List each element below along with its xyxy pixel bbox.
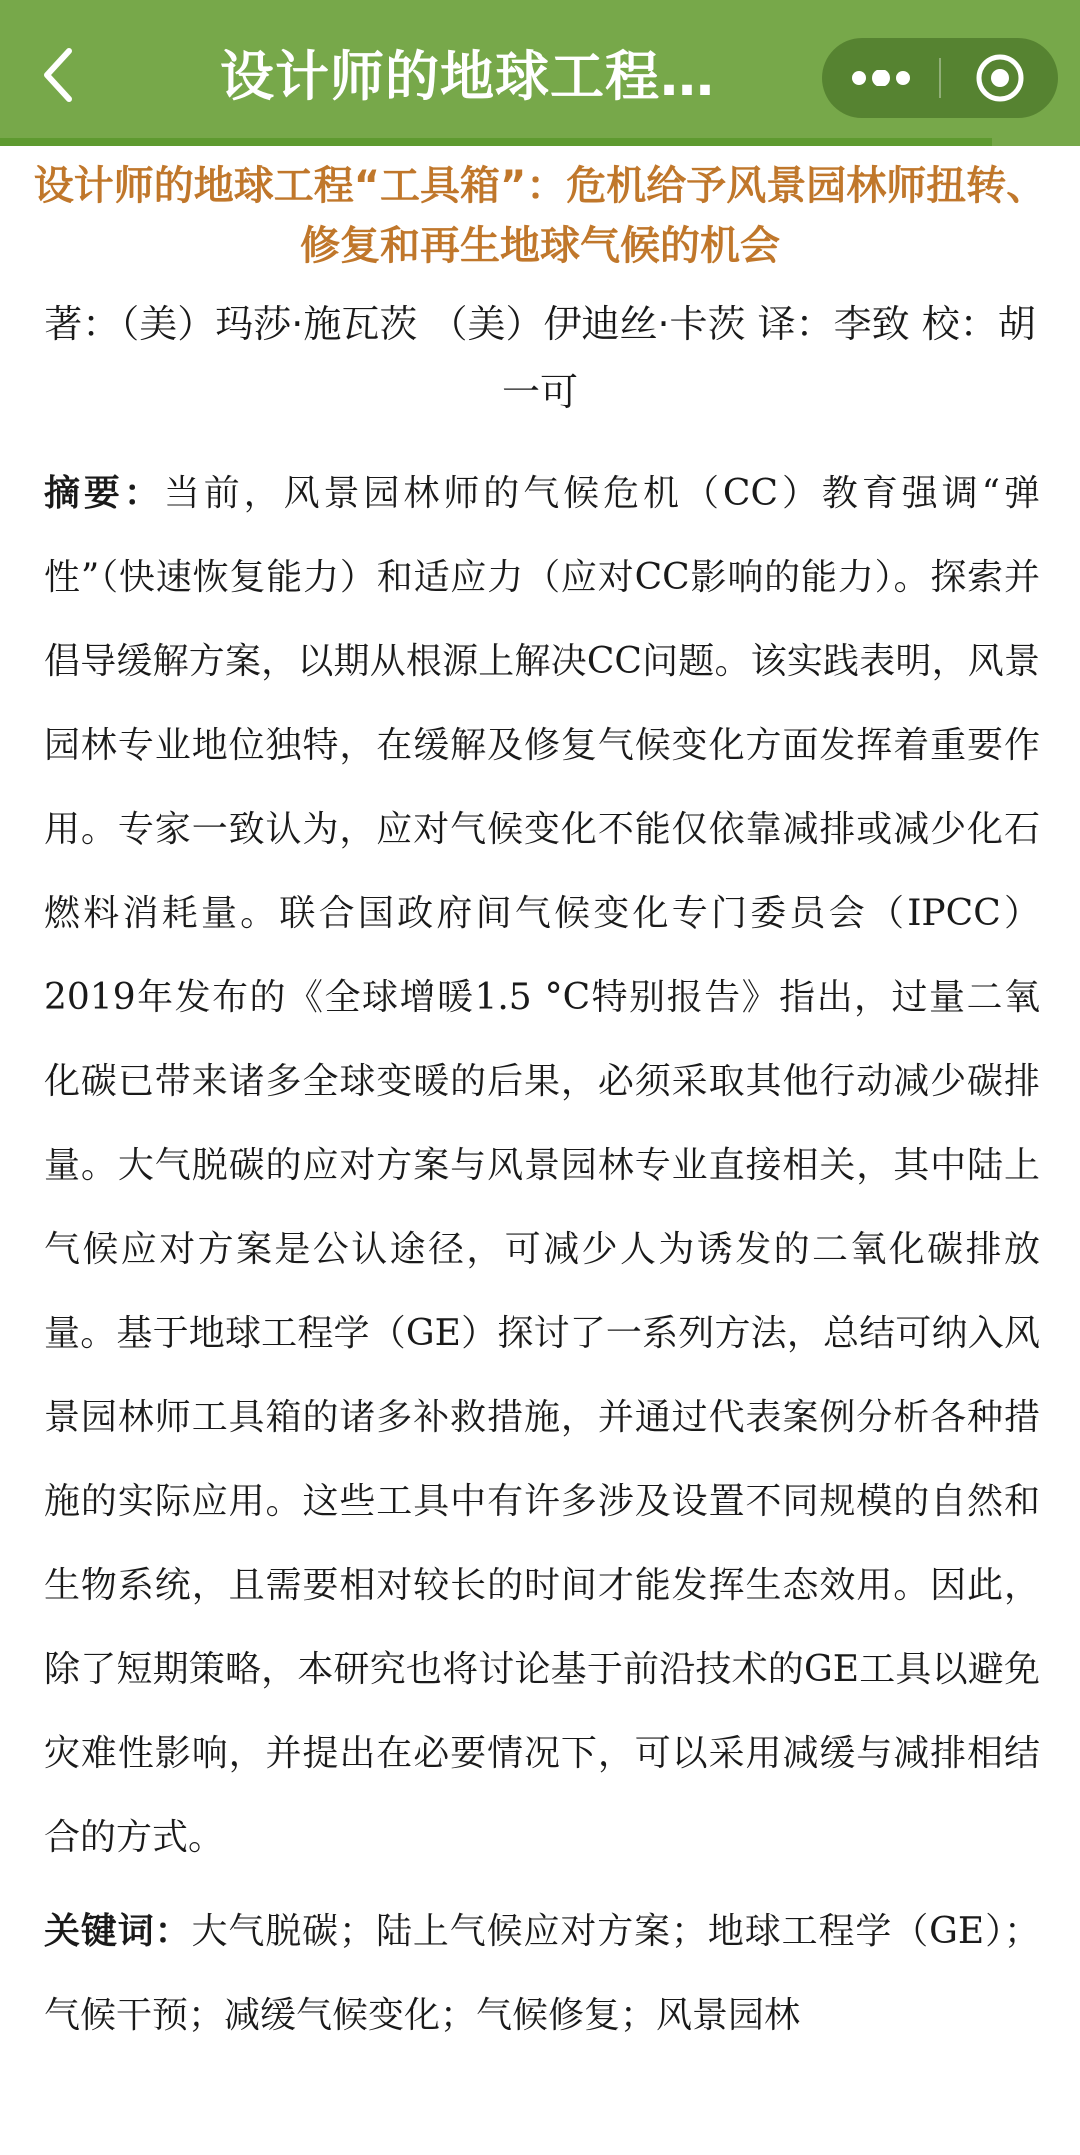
menu-capsule [822, 38, 1058, 118]
article-authors: 著：（美）玛莎·施瓦茨 （美）伊迪丝·卡茨 译：李致 校：胡一可 [44, 302, 1036, 414]
keywords-paragraph [0, 1890, 1080, 2058]
top-navigation-bar [0, 0, 1080, 146]
load-progress-bar [0, 138, 992, 146]
article-title: 设计师的地球工程“工具箱”：危机给予风景园林师扭转、修复和再生地球气候的机会 [33, 163, 1047, 269]
target-close-icon [975, 53, 1025, 103]
keywords-label: 关键词： [44, 1911, 192, 1952]
article-content [0, 146, 1080, 2058]
more-button[interactable] [822, 38, 939, 118]
abstract-paragraph [0, 452, 1080, 1880]
back-button[interactable] [30, 40, 86, 110]
more-dots-icon [851, 70, 911, 86]
chevron-left-icon [41, 47, 75, 103]
page-title: 设计师的地球工程… [220, 45, 715, 108]
close-button[interactable] [941, 38, 1058, 118]
abstract-text: 当前，风景园林师的气候危机（CC）教育强调“弹性”（快速恢复能力）和适应力（应对CC影响的能力）。探索并倡导缓解方案，以期从根源上解决CC问题。该实践表明，风景园林专业地位独特，在缓解及修复气候变化方面发挥着重要作用。专家一致认为，应对气候变化不能仅依靠减排或减少化石燃料消耗量。联合国政府间气候变化专门委员会（IPCC）2019年发布的《全球增暖1.5 °C特别报告》指出，过量二氧化碳已带来诸多全球变暖的后果，必须采取其他行动减少碳排量。大气脱碳的应对方案与风景园林专业直接相关，其中陆上气候应对方案是公认途径，可减少人为诱发的二氧化碳排放量。基于地球工程学（GE）探讨了一系列方法，总结可纳入风景园林师工具箱的诸多补救措施，并通过代表案例分析各种措施的实际应用。这些工具中有许多涉及设置不同规模的自然和生物系统，且需要相对较长的时间才能发挥生态效用。因此，除了短期策略，本研究也将讨论基于前沿技术的GE工具以避免灾难性影响，并提出在必要情况下，可以采用减缓与减排相结合的方式。 [44, 473, 1040, 1858]
abstract-label: 摘要： [44, 473, 164, 514]
keywords-text: 大气脱碳；陆上气候应对方案；地球工程学（GE）；气候干预；减缓气候变化；气候修复；风景园林 [44, 1911, 1040, 2036]
